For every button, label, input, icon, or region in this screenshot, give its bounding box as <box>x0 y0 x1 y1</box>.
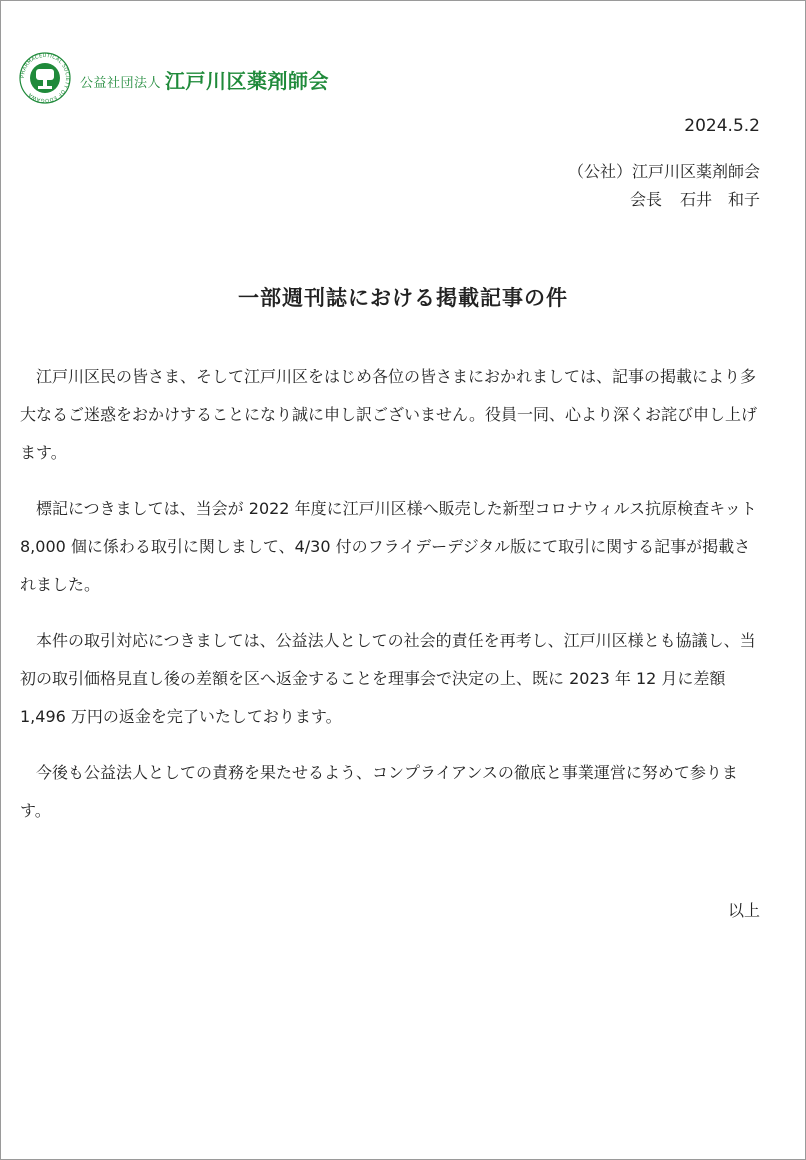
closing-mark: 以上 <box>727 901 760 920</box>
document-body <box>20 358 766 848</box>
issuer-president <box>630 187 760 210</box>
org-prefix: 公益社団法人 <box>80 75 162 91</box>
society-seal-icon <box>18 51 72 105</box>
body-paragraph: 江戸川区民の皆さま、そして江戸川区をはじめ各位の皆さまにおかれましては、記事の掲載により多大なるご迷惑をおかけすることになり誠に申し訳ございません。役員一同、心より深くお詫び申し上げます。 <box>20 367 757 462</box>
body-paragraph: 本件の取引対応につきましては、公益法人としての社会的責任を再考し、江戸川区様とも協議し、当初の取引価格見直し後の差額を区へ返金することを理事会で決定の上、既に 2023 年 12 月に差額 1,496 万円の返金を完了いたしております。 <box>20 631 756 726</box>
issuer-organization: （公社）江戸川区薬剤師会 <box>567 162 760 181</box>
president-title: 会長 <box>629 190 662 209</box>
body-paragraph: 今後も公益法人としての責務を果たせるよう、コンプライアンスの徹底と事業運営に努めて参ります。 <box>20 763 738 820</box>
header-logo <box>18 52 329 104</box>
president-name: 石井 和子 <box>679 190 760 209</box>
body-paragraph: 標記につきましては、当会が 2022 年度に江戸川区様へ販売した新型コロナウィルス抗原検査キット 8,000 個に係わる取引に関しまして、4/30 付のフライデーデジタル版にて取引に関する記事が掲載されました。 <box>20 499 757 594</box>
document-title: 一部週刊誌における掲載記事の件 <box>238 286 568 310</box>
org-name: 江戸川区薬剤師会 <box>165 68 330 93</box>
svg-text:PHARMACEUTICAL SOCIETY OF EDOG: PHARMACEUTICAL SOCIETY OF EDOGAWA <box>19 52 71 104</box>
document-date: 2024.5.2 <box>684 116 760 136</box>
